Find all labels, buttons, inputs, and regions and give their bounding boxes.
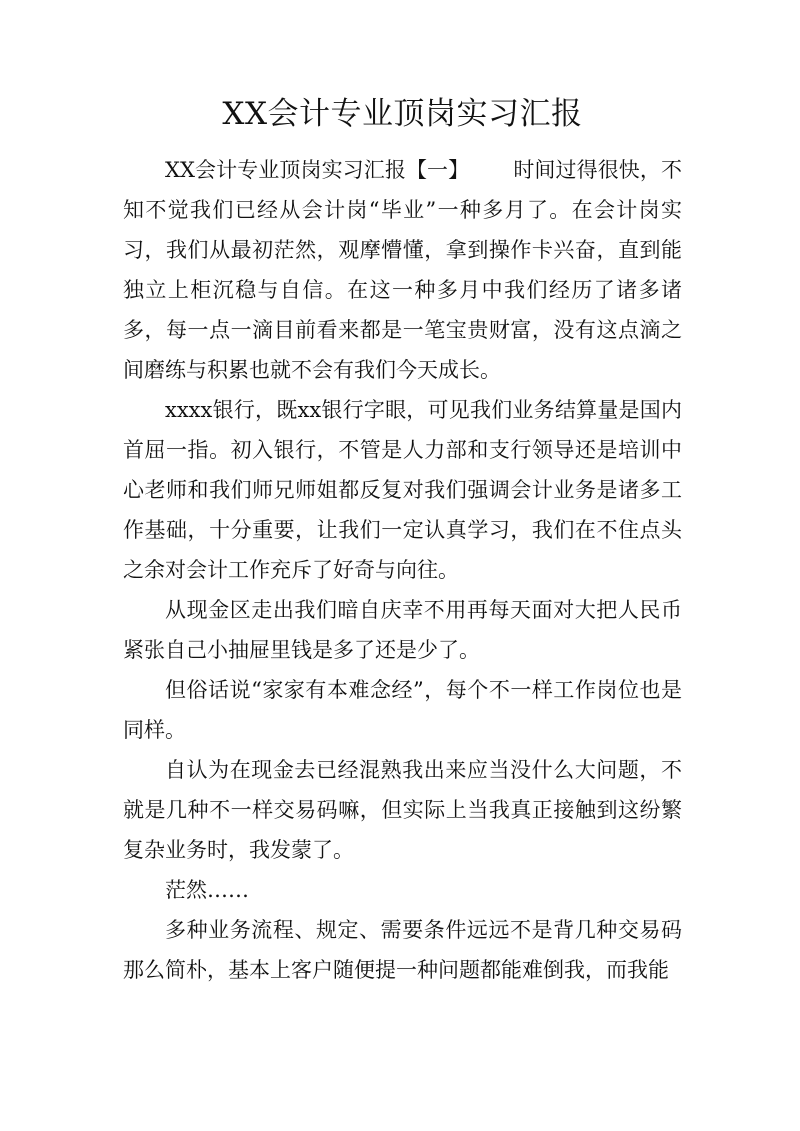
paragraph-1 bbox=[123, 150, 682, 390]
paragraph-3: 从现金区走出我们暗自庆幸不用再每天面对大把人民币紧张自己小抽屉里钱是多了还是少了。 bbox=[123, 598, 682, 662]
paragraph-4: 但俗话说“家家有本难念经”，每个不一样工作岗位也是同样。 bbox=[123, 678, 682, 742]
paragraph-1-text: 时间过得很快，不知不觉我们已经从会计岗“毕业”一种多月了。在会计岗实习，我们从最初茫然，观摩懵懂，拿到操作卡兴奋，直到能独立上柜沉稳与自信。在这一种多月中我们经历了诸多诸多，每一点一滴目前看来都是一笔宝贵财富，没有这点滴之间磨练与积累也就不会有我们今天成长。 bbox=[123, 158, 682, 382]
paragraph-1-lead: XX会计专业顶岗实习汇报【一】 bbox=[165, 158, 470, 182]
document-title: XX会计专业顶岗实习汇报 bbox=[222, 96, 583, 132]
paragraph-7: 多种业务流程、规定、需要条件远远不是背几种交易码那么简朴，基本上客户随便提一种问题都能难倒我，而我能 bbox=[123, 918, 682, 982]
paragraph-6: 茫然…… bbox=[165, 878, 249, 902]
paragraph-2: xxxx银行，既xx银行字眼，可见我们业务结算量是国内首屈一指。初入银行，不管是人力部和支行领导还是培训中心老师和我们师兄师姐都反复对我们强调会计业务是诸多工作基础，十分重要，让我们一定认真学习，我们在不住点头之余对会计工作充斥了好奇与向往。 bbox=[123, 398, 682, 582]
paragraph-5: 自认为在现金去已经混熟我出来应当没什么大问题，不就是几种不一样交易码嘛，但实际上当我真正接触到这纷繁复杂业务时，我发蒙了。 bbox=[123, 758, 682, 862]
